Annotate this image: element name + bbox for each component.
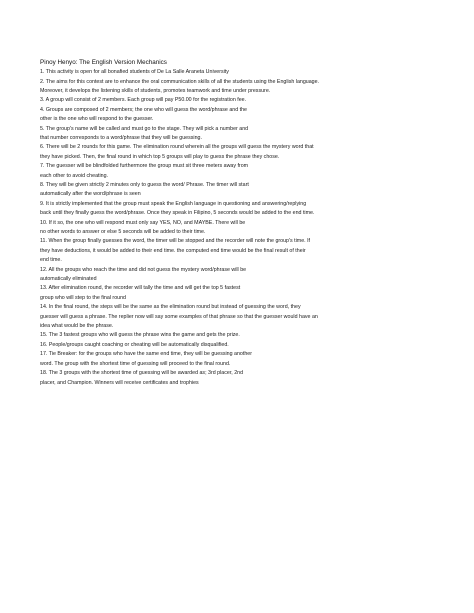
rule-line: guesser will guess a phrase. The replier now will say some examples of that phrase so that the guesser would have an	[40, 313, 318, 320]
rule-line: end time.	[40, 257, 62, 264]
rule-line: 4. Groups are composed of 2 members; the one who will guess the word/phrase and the	[40, 106, 247, 113]
rule-line: each other to avoid cheating.	[40, 172, 109, 179]
rule-line: 17. Tie Breaker: for the groups who have the same end time, they will be guessing another	[40, 351, 252, 358]
rule-line: word. The group with the shortest time of guessing will proceed to the final round.	[40, 360, 231, 367]
rule-line: 15. The 3 fastest groups who will guess the phrase wins the game and gets the prize.	[40, 332, 240, 339]
rule-line: 9. It is strictly implemented that the group must speak the English language in questioning and answering/replying	[40, 200, 307, 207]
rule-line: 2. The aims for this contest are to enhance the oral communication skills of all the students using the English language.	[40, 78, 320, 85]
rule-line: that number corresponds to a word/phrase that they will be guessing.	[40, 134, 202, 141]
rule-line: back until they finally guess the word/phrase. Once they speak in Filipino, 5 seconds would be added to the end time.	[40, 210, 315, 217]
document-body	[40, 58, 442, 388]
rule-line: Moreover, it develops the listening skills of students, promotes teamwork and time under pressure.	[40, 87, 271, 94]
rule-line: 14. In the final round, the steps will be the same as the elimination round but instead of guessing the word, they	[40, 304, 301, 311]
rule-line: 12. All the groups who reach the time and did not guess the mystery word/phrase will be	[40, 266, 247, 273]
rule-line: 1. This activity is open for all bonafied students of De La Salle Araneta University	[40, 69, 229, 76]
rule-line: automatically after the word/phrase is seen	[40, 191, 141, 198]
rule-line: other is the one who will respond to the guesser.	[40, 116, 154, 123]
rule-line: group who will step to the final round	[40, 294, 126, 301]
rule-line: 7. The guesser will be blindfolded furthermore the group must sit three meters away from	[40, 163, 249, 170]
rule-line: 18. The 3 groups with the shortest time of guessing will be awarded as; 3rd placer, 2nd	[40, 370, 244, 377]
rule-line: 13. After elimination round, the recorder will tally the time and will get the top 5 fastest	[40, 285, 241, 292]
rule-line: idea what would be the phrase.	[40, 323, 114, 330]
rule-line: they have deductions, it would be added to their end time. the computed end time would be the final result of their	[40, 247, 306, 254]
rule-line: 10. If it so, the one who will respond must only say YES, NO, and MAYBE. There will be	[40, 219, 246, 226]
rule-line: automatically eliminated	[40, 276, 97, 283]
rule-line: 8. They will be given strictly 2 minutes only to guess the word/ Phrase. The timer will start	[40, 181, 249, 188]
rule-line: 6. There will be 2 rounds for this game. The elimination round wherein all the groups will guess the mystery word that	[40, 144, 314, 151]
rule-line: they have picked. Then, the final round in which top 5 groups will play to guess the phrase they chose.	[40, 153, 280, 160]
document-title: Pinoy Henyo: The English Version Mechanics	[40, 59, 167, 66]
rule-line: no other words to answer or else 5 seconds will be added to their time.	[40, 229, 206, 235]
rule-line: 5. The group's name will be called and must go to the stage. They will pick a number and	[40, 125, 249, 132]
rule-line: 3. A group will consist of 2 members. Each group will pay P50.00 for the registration fee.	[40, 97, 247, 104]
rule-line: 11. When the group finally guesses the word, the timer will be stopped and the recorder will note the group's time. If	[40, 238, 311, 245]
rule-line: placer, and Champion. Winners will receive certificates and trophies	[40, 379, 199, 386]
rule-line: 16. People/groups caught coaching or cheating will be automatically disqualified.	[40, 341, 229, 348]
